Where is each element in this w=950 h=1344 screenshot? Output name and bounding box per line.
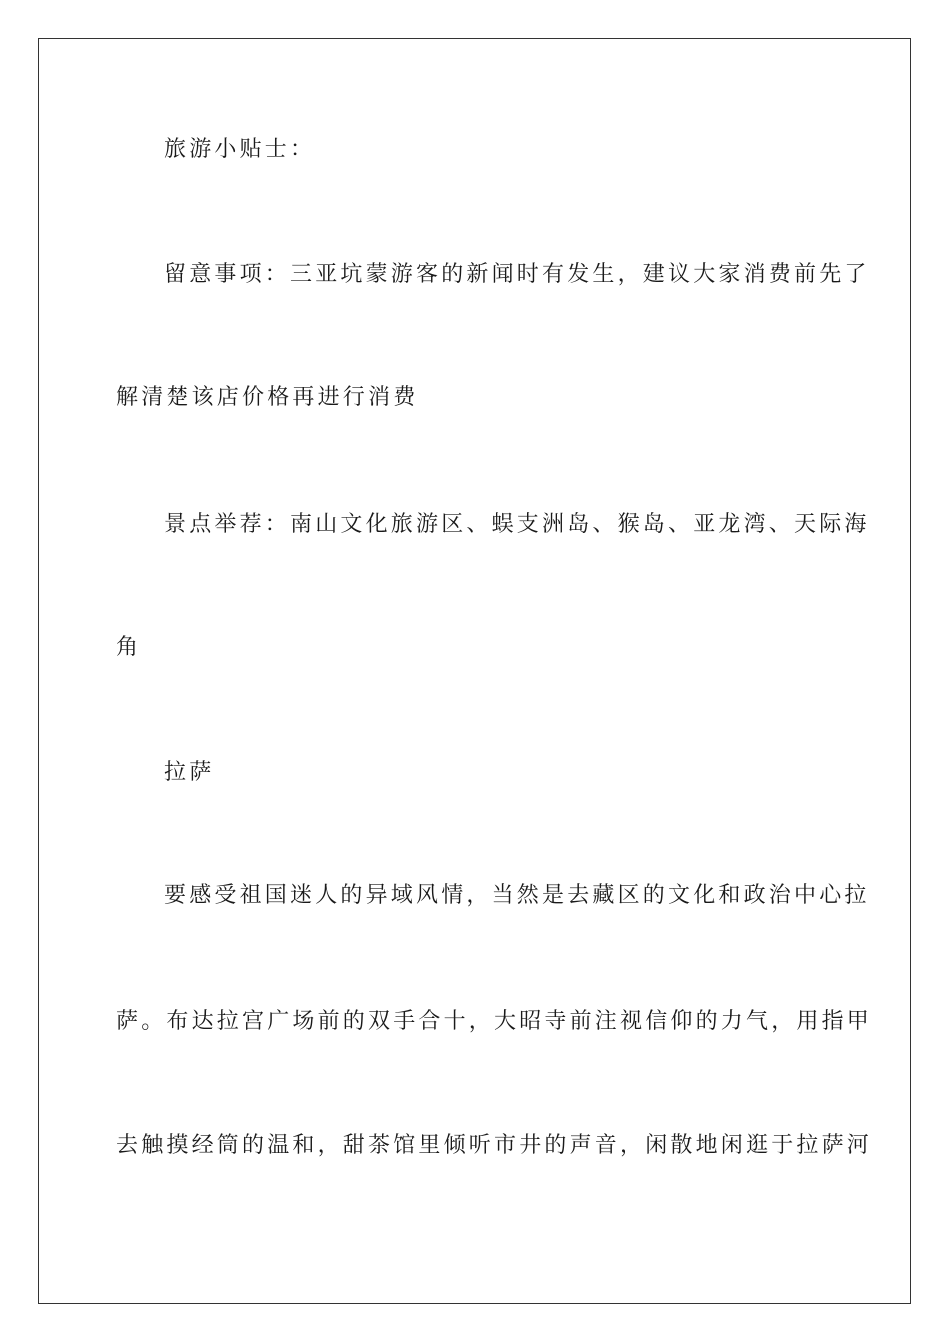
paragraph-line: 留意事项：三亚坑蒙游客的新闻时有发生，建议大家消费前先了	[164, 262, 870, 287]
section-heading-lhasa: 拉萨	[164, 760, 215, 785]
paragraph-line: 解清楚该店价格再进行消费	[116, 385, 419, 410]
paragraph-line: 萨。布达拉宫广场前的双手合十，大昭寺前注视信仰的力气，用指甲	[116, 1009, 873, 1034]
paragraph-line: 景点举荐：南山文化旅游区、蜈支洲岛、猴岛、亚龙湾、天际海	[164, 512, 870, 537]
tips-heading: 旅游小贴士：	[164, 137, 316, 162]
page-border	[38, 38, 911, 1304]
paragraph-line: 去触摸经筒的温和，甜茶馆里倾听市井的声音，闲散地闲逛于拉萨河	[116, 1133, 873, 1158]
paragraph-line: 要感受祖国迷人的异域风情，当然是去藏区的文化和政治中心拉	[164, 883, 870, 908]
paragraph-line: 角	[116, 635, 142, 660]
